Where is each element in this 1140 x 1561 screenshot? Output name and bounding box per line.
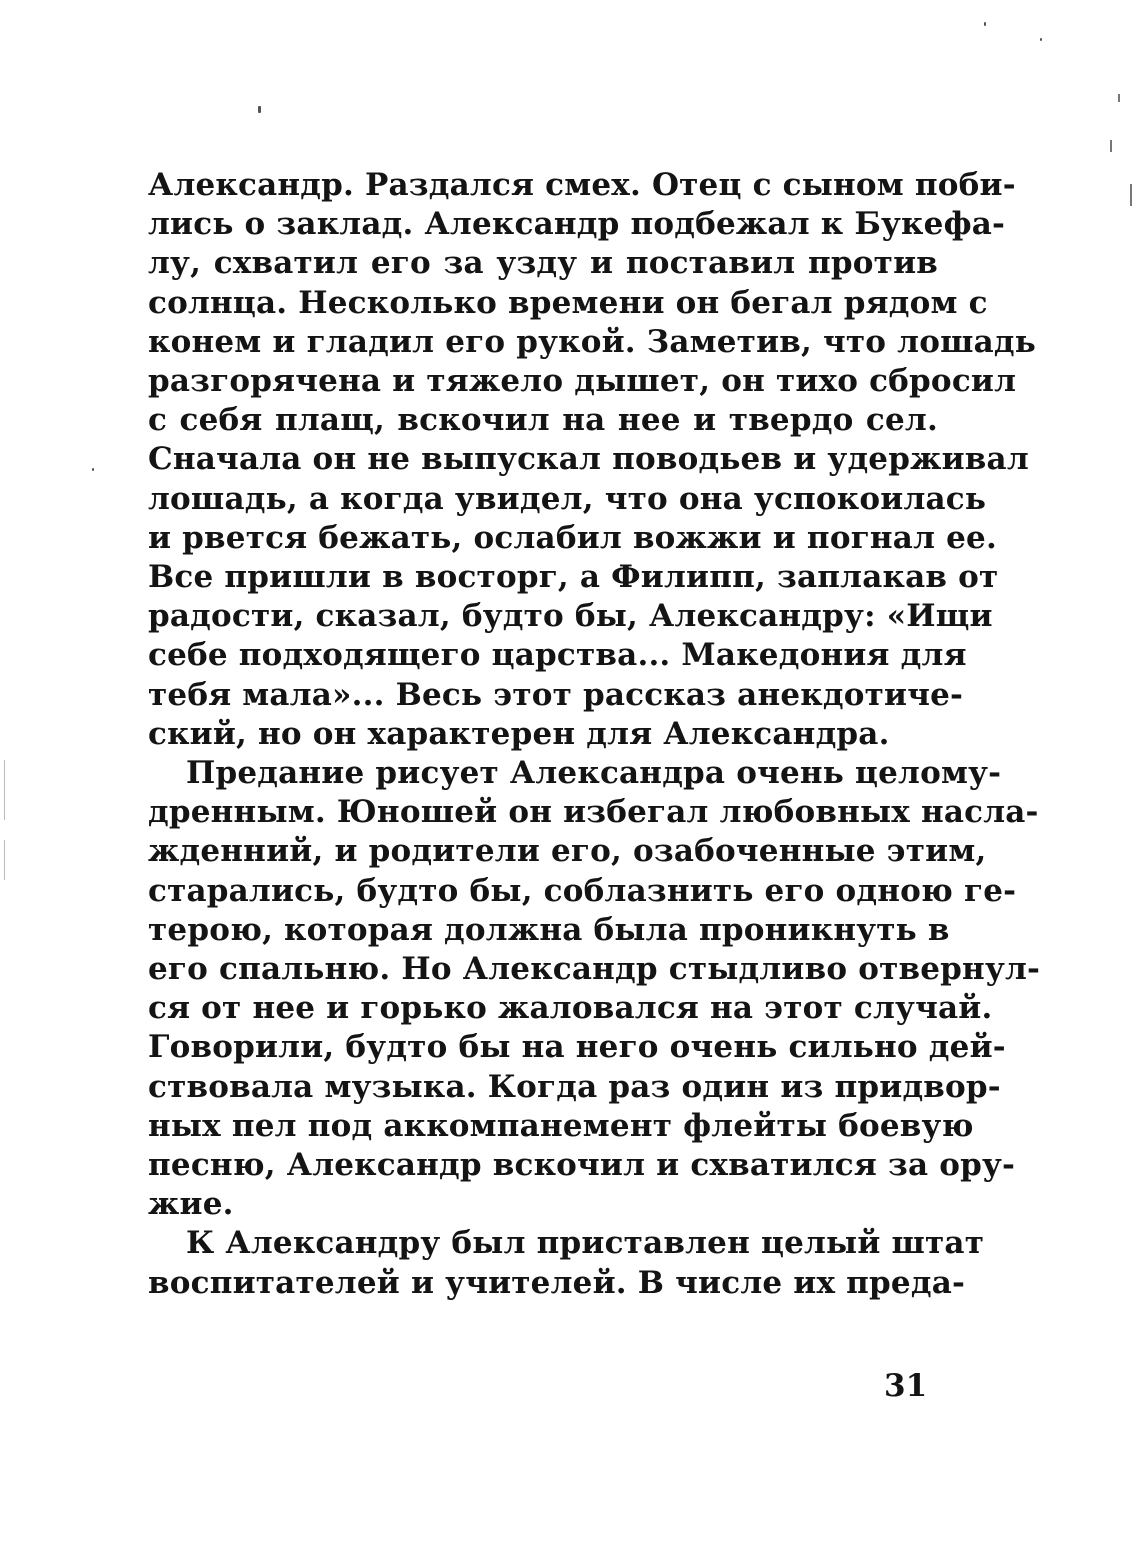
text-line: радости, сказал, будто бы, Александру: «Ищи [148,598,993,635]
scan-speck [984,22,986,26]
scan-edge-mark [1130,184,1132,206]
text-line: жденний, и родители его, озабоченные этим, [148,833,987,870]
text-line: и рвется бежать, ослабил вожжи и погнал ее. [148,519,997,556]
paragraph-3 [148,1224,985,1302]
text-line: ствовала музыка. Когда раз один из придвор- [148,1068,1001,1105]
text-line: ский, но он характерен для Александра. [148,715,890,752]
paragraph-1 [148,166,1037,754]
scan-speck [258,106,261,113]
text-line: К Александру был приставлен целый штат [186,1225,985,1262]
scan-edge-mark [1118,94,1120,102]
scan-edge-mark [4,840,5,880]
text-line: его спальню. Но Александр стыдливо отвернул- [148,951,1041,988]
text-line: Предание рисует Александра очень целому- [186,755,1002,792]
text-line: старались, будто бы, соблазнить его одною ге- [148,872,1017,909]
page-number: 31 [884,1368,928,1404]
scan-speck [1040,38,1042,41]
text-line: дренным. Юношей он избегал любовных насла- [148,794,1039,831]
text-line: себе подходящего царства... Македония для [148,637,967,674]
text-line: разгорячена и тяжело дышет, он тихо сбросил [148,363,1017,400]
text-line: лошадь, а когда увидел, что она успокоилась [148,480,987,517]
text-line: Все пришли в восторг, а Филипп, заплакав от [148,559,999,596]
text-line: терою, которая должна была проникнуть в [148,911,950,948]
text-line: лу, схватил его за узду и поставил против [148,245,938,282]
text-line: с себя плащ, вскочил на нее и твердо сел. [148,402,938,439]
text-line: солнца. Несколько времени он бегал рядом с [148,284,988,321]
scan-edge-mark [4,760,5,820]
text-line: ных пел под аккомпанемент флейты боевую [148,1107,974,1144]
text-line: тебя мала»... Весь этот рассказ анекдотиче- [148,676,964,713]
text-line: Александр. Раздался смех. Отец с сыном поби- [148,167,1016,203]
text-line: ся от нее и горько жаловался на этот случай. [148,990,993,1027]
text-line: воспитателей и учителей. В числе их преда- [148,1264,966,1301]
body-text [148,166,1041,1303]
text-line: Говорили, будто бы на него очень сильно дей- [148,1029,1006,1066]
text-line: Сначала он не выпускал поводьев и удерживал [148,441,1029,478]
text-line: лись о заклад. Александр подбежал к Букефа- [148,206,1006,243]
text-line: жие. [148,1186,234,1223]
paragraph-2 [148,754,1041,1224]
scan-speck [92,468,94,471]
scan-edge-mark [1110,140,1112,152]
text-line: конем и гладил его рукой. Заметив, что лошадь [148,323,1037,360]
text-line: песню, Александр вскочил и схватился за ору- [148,1147,1016,1184]
